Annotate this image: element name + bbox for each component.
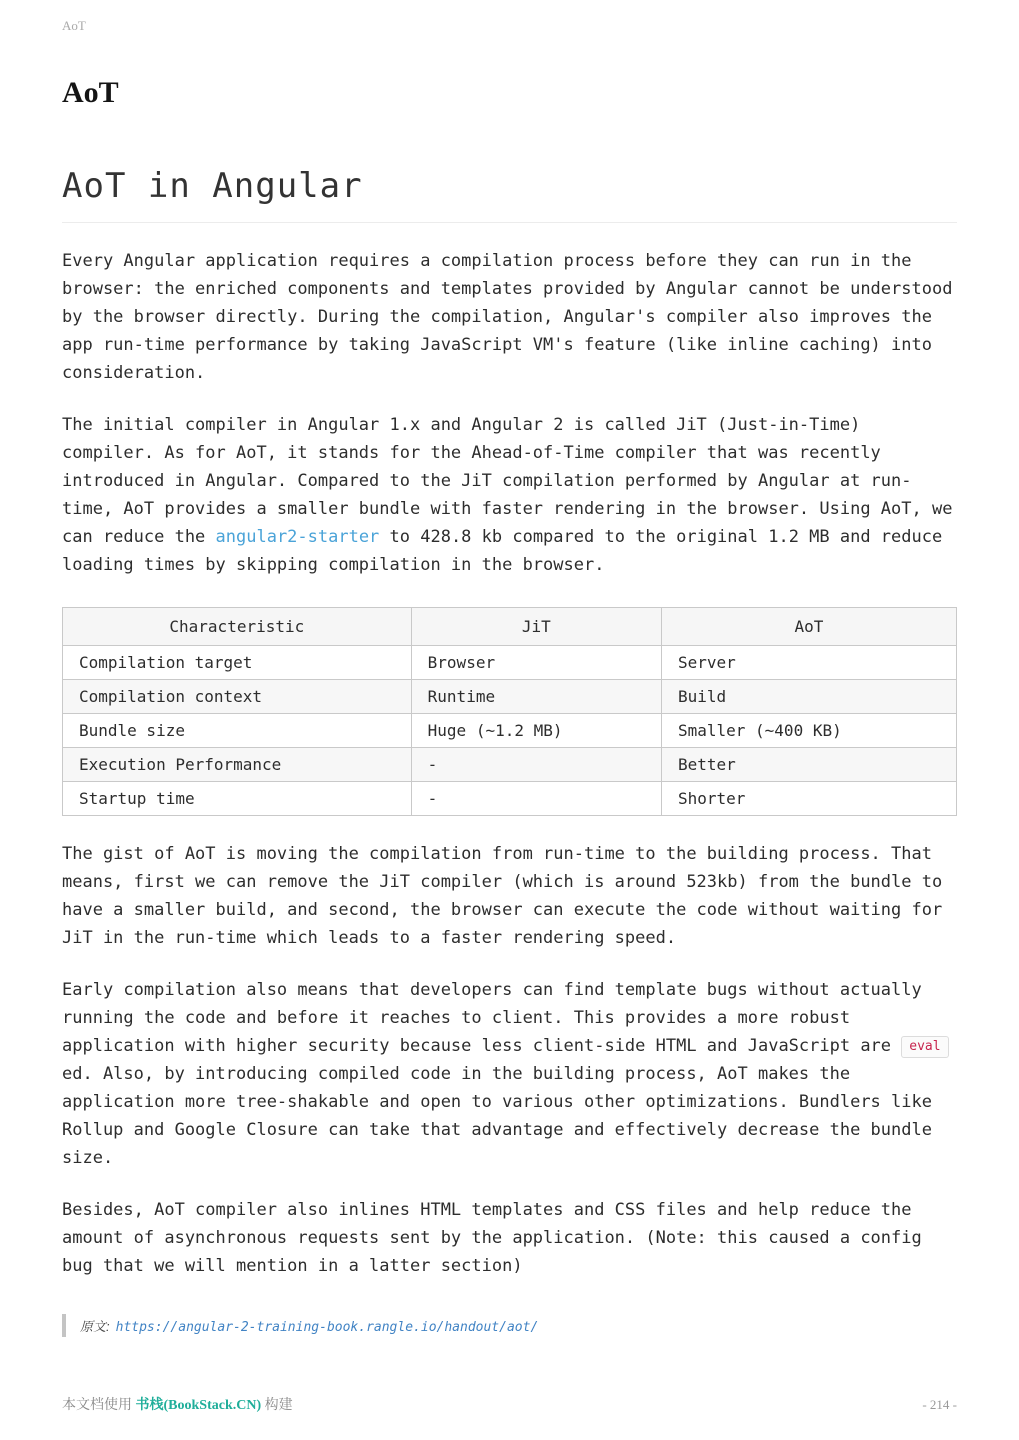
paragraph-early-compilation xyxy=(62,976,957,1172)
paragraph-jit-aot xyxy=(62,411,957,579)
page-footer xyxy=(62,1394,957,1414)
paragraph-jit-aot-text-after: to 428.8 kb compared to the original 1.2 MB and reduce loading times by skipping compilation in the browser. xyxy=(62,527,943,575)
table-cell: Compilation target xyxy=(63,646,412,680)
bookstack-brand-link[interactable]: 书栈(BookStack.CN) xyxy=(135,1398,262,1413)
page-title: AoT xyxy=(62,76,119,109)
table-cell: - xyxy=(411,748,661,782)
source-label: 原文: xyxy=(80,1319,110,1334)
footer-credit-prefix: 本文档使用 xyxy=(62,1398,136,1413)
table-cell: Startup time xyxy=(63,782,412,816)
table-header-jit: JiT xyxy=(411,608,661,646)
page-number: - 214 - xyxy=(922,1397,957,1412)
table-row xyxy=(63,782,957,816)
table-header-aot: AoT xyxy=(661,608,956,646)
table-cell: Smaller (~400 KB) xyxy=(661,714,956,748)
footer-credit-suffix: 构建 xyxy=(261,1398,293,1413)
footer-credit xyxy=(62,1394,293,1414)
section-title: AoT in Angular xyxy=(62,166,957,223)
source-url-link[interactable]: https://angular-2-training-book.rangle.io/handout/aot/ xyxy=(115,1320,539,1335)
paragraph-inlining: Besides, AoT compiler also inlines HTML templates and CSS files and help reduce the amount of asynchronous requests sent by the application. (Note: this caused a config bug that we will mention in a latter section) xyxy=(62,1200,922,1276)
comparison-table xyxy=(62,607,957,816)
table-cell: Server xyxy=(661,646,956,680)
table-cell: Bundle size xyxy=(63,714,412,748)
table-cell: Execution Performance xyxy=(63,748,412,782)
paragraph-early-compilation-text-before: Early compilation also means that developers can find template bugs without actually running the code and before it reaches to client. This provides a more robust application with higher security because less client-side HTML and JavaScript are xyxy=(62,980,922,1056)
table-row xyxy=(63,646,957,680)
paragraph-intro: Every Angular application requires a compilation process before they can run in the browser: the enriched components and templates provided by Angular cannot be understood by the browser directly. During the compilation, Angular's compiler also improves the app run-time performance by taking JavaScript VM's feature (like inline caching) into consideration. xyxy=(62,251,953,383)
table-cell: Browser xyxy=(411,646,661,680)
table-cell: Compilation context xyxy=(63,680,412,714)
paragraph-early-compilation-text-after: ed. Also, by introducing compiled code in the building process, AoT makes the application more tree-shakable and open to various other optimizations. Bundlers like Rollup and Google Closure can take that advantage and effectively decrease the bundle size. xyxy=(62,1064,932,1168)
table-cell: Better xyxy=(661,748,956,782)
source-blockquote xyxy=(62,1314,957,1337)
table-cell: - xyxy=(411,782,661,816)
table-cell: Build xyxy=(661,680,956,714)
table-row xyxy=(63,714,957,748)
eval-code-token: eval xyxy=(901,1036,948,1058)
table-row xyxy=(63,748,957,782)
table-cell: Huge (~1.2 MB) xyxy=(411,714,661,748)
table-row xyxy=(63,680,957,714)
running-header: AoT xyxy=(62,18,86,33)
paragraph-jit-aot-text-before: The initial compiler in Angular 1.x and Angular 2 is called JiT (Just-in-Time) compiler. As for AoT, it stands for the Ahead-of-Time compiler that was recently introduced in Angular. Compared to the JiT compilation performed by Angular at run-time, AoT provides a smaller bundle with faster rendering in the browser. Using AoT, we can reduce the xyxy=(62,415,953,547)
paragraph-gist: The gist of AoT is moving the compilation from run-time to the building process. That means, first we can remove the JiT compiler (which is around 523kb) from the bundle to have a smaller build, and second, the browser can execute the code without waiting for JiT in the run-time which leads to a faster rendering speed. xyxy=(62,844,943,948)
table-cell: Runtime xyxy=(411,680,661,714)
table-cell: Shorter xyxy=(661,782,956,816)
table-header-row xyxy=(63,608,957,646)
angular2-starter-link[interactable]: angular2-starter xyxy=(215,527,380,547)
table-header-characteristic: Characteristic xyxy=(63,608,412,646)
